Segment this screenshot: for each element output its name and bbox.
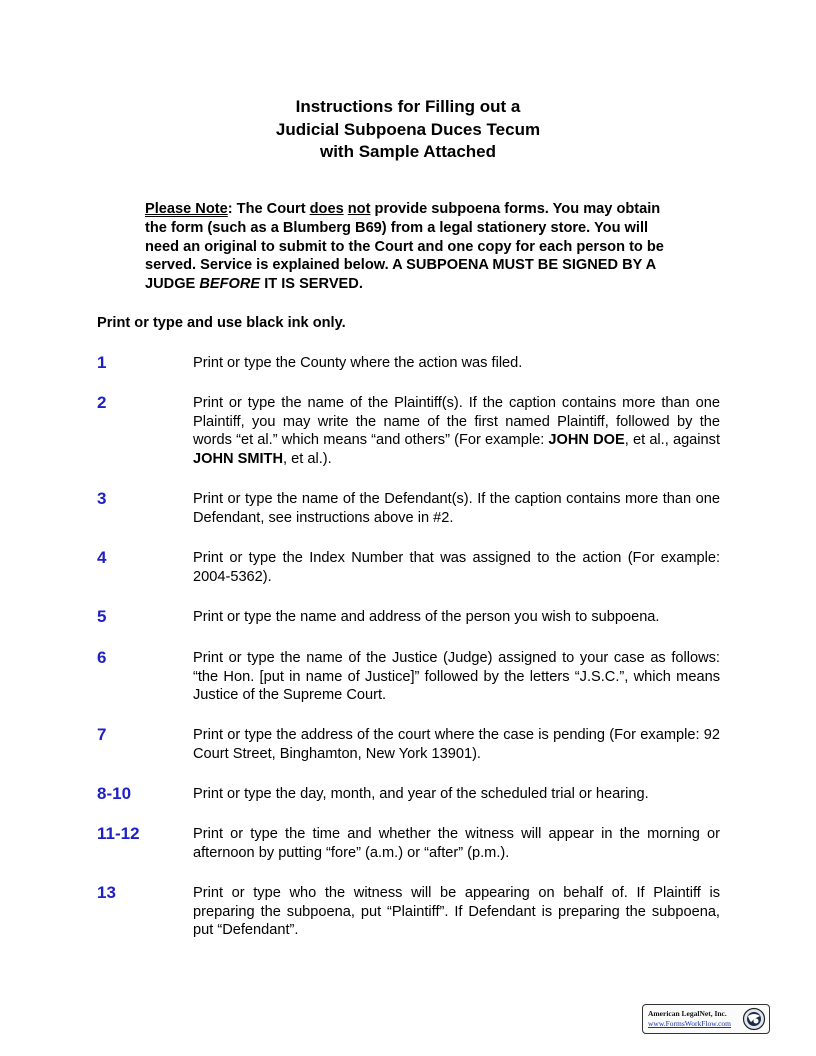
item-number: 11-12 xyxy=(97,824,140,843)
company-name: American LegalNet, Inc. xyxy=(648,1009,727,1018)
item-number: 8-10 xyxy=(97,784,132,803)
note-does: does xyxy=(309,201,344,217)
item-text-part: , et al., against xyxy=(624,432,721,449)
note-not: not xyxy=(347,201,371,217)
please-note-label: Please Note xyxy=(145,201,228,217)
item-text: Print or type the day, month, and year of the scheduled trial or hearing. xyxy=(193,786,649,802)
example-defendant-name: JOHN SMITH xyxy=(193,450,283,467)
note-text-2: IT IS SERVED. xyxy=(260,276,363,293)
item-number: 1 xyxy=(97,353,107,372)
item-text: Print or type the name of the Defendant(s). If the caption contains more than one Defendant, see instructions above in #2. xyxy=(193,491,720,526)
page-title xyxy=(0,96,816,164)
item-number: 2 xyxy=(97,393,107,412)
item-number: 7 xyxy=(97,725,107,744)
item-text-part: Print or type the name of the Plaintiff(s). If the caption contains more than one Plaintiff, you may write the name of the first named Plaintiff, followed by the words “et al.” which means “and others” (For example: xyxy=(193,395,720,449)
item-number: 3 xyxy=(97,489,107,508)
note-colon: : The Court xyxy=(227,201,310,217)
example-plaintiff-name: JOHN DOE xyxy=(548,432,625,449)
title-line-3: with Sample Attached xyxy=(319,142,496,161)
item-text: Print or type the County where the action was filed. xyxy=(193,355,523,371)
title-line-1: Instructions for Filling out a xyxy=(295,97,521,116)
item-text: Print or type who the witness will be appearing on behalf of. If Plaintiff is preparing the subpoena, put “Plaintiff”. If Defendant is preparing the subpoena, put “Defendant”. xyxy=(193,885,720,939)
item-text xyxy=(193,394,720,468)
note-text-1: provide subpoena forms. You may obtain the form (such as a Blumberg B69) from a legal stationery store. You will need an original to submit to the Court and one copy for each person to be served. Service is explained below. A SUBPOENA MUST BE SIGNED BY A JUDGE xyxy=(145,201,664,293)
note-before: BEFORE xyxy=(199,276,261,293)
item-text-part: , et al.). xyxy=(283,450,332,467)
item-number: 4 xyxy=(97,548,107,567)
item-text: Print or type the address of the court where the case is pending (For example: 92 Court Street, Binghamton, New York 13901). xyxy=(193,727,720,762)
globe-logo-icon xyxy=(742,1007,766,1031)
item-number: 6 xyxy=(97,648,107,667)
footer-logo xyxy=(642,1004,770,1034)
print-instruction: Print or type and use black ink only. xyxy=(97,315,346,331)
item-number: 13 xyxy=(97,883,116,902)
item-text: Print or type the Index Number that was assigned to the action (For example: 2004-5362). xyxy=(193,550,720,585)
item-text: Print or type the name of the Justice (Judge) assigned to your case as follows: “the Hon. [put in name of Justice]” followed by the letters “J.S.C.”, which means Justice of the Supreme Court. xyxy=(193,650,720,704)
item-text: Print or type the time and whether the witness will appear in the morning or afternoon by putting “fore” (a.m.) or “after” (p.m.). xyxy=(193,826,720,861)
please-note-paragraph xyxy=(145,200,680,294)
title-line-2: Judicial Subpoena Duces Tecum xyxy=(275,119,541,139)
item-text: Print or type the name and address of the person you wish to subpoena. xyxy=(193,609,660,625)
item-number: 5 xyxy=(97,607,107,626)
company-url-link[interactable]: www.FormsWorkFlow.com xyxy=(648,1019,732,1028)
